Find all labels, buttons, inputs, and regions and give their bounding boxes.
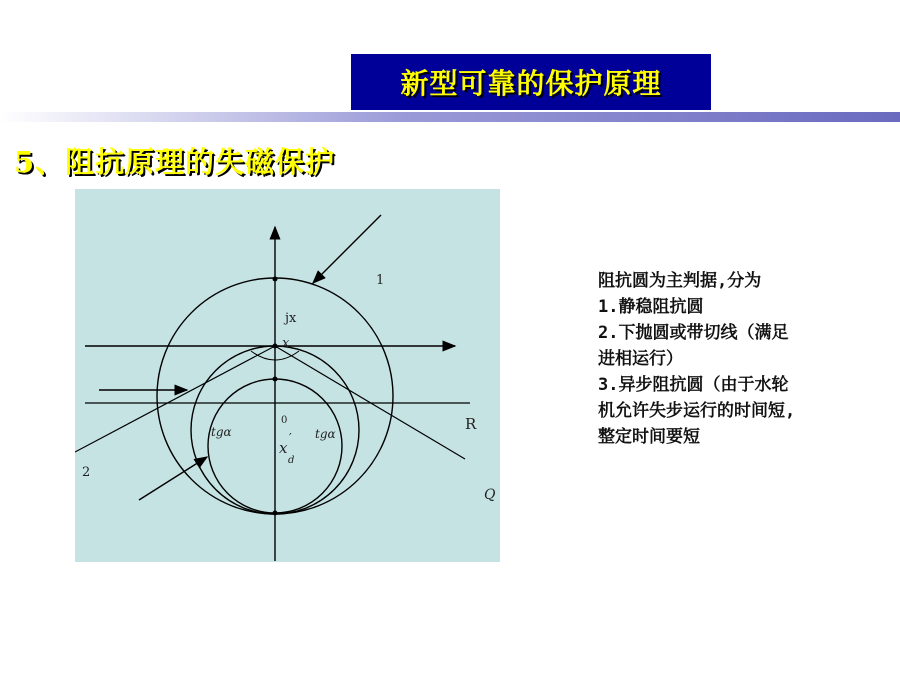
note-line: 2.下抛圆或带切线（满足 <box>598 323 789 343</box>
arrow-to-circle-1 <box>313 215 381 283</box>
label-tg-right: tgα <box>315 427 336 441</box>
label-xd-prime: ′ <box>289 431 292 445</box>
title-banner <box>351 54 711 110</box>
point-inner-top <box>273 377 278 382</box>
impedance-diagram-svg <box>75 189 500 562</box>
note-line: 整定时间要短 <box>598 427 700 447</box>
label-tg-left: tgα <box>211 425 232 439</box>
header-divider <box>0 112 900 122</box>
label-origin: 0 <box>281 415 288 426</box>
note-line: 机允许失步运行的时间短, <box>598 401 796 421</box>
label-r: R <box>465 415 477 433</box>
label-jx: jx <box>285 311 297 326</box>
label-x: x <box>282 336 290 351</box>
section-heading: 5、阻抗原理的失磁保护 <box>14 145 336 179</box>
arrow-to-circle-3 <box>139 457 207 500</box>
tangent-line-left <box>75 346 275 452</box>
notes-text <box>598 268 795 450</box>
point-bottom <box>273 511 278 516</box>
slide-title: 新型可靠的保护原理 <box>400 67 662 100</box>
point-top <box>273 277 278 282</box>
note-line: 进相运行） <box>598 349 683 369</box>
label-q: Q <box>484 487 496 503</box>
impedance-diagram <box>75 189 500 562</box>
label-2: 2 <box>82 465 91 480</box>
label-xd: x <box>279 439 288 457</box>
label-xd-sub: d <box>288 455 295 466</box>
note-line: 1.静稳阻抗圆 <box>598 297 704 317</box>
label-1: 1 <box>376 273 385 288</box>
note-line: 阻抗圆为主判据,分为 <box>598 271 762 291</box>
note-line: 3.异步阻抗圆（由于水轮 <box>598 375 789 395</box>
